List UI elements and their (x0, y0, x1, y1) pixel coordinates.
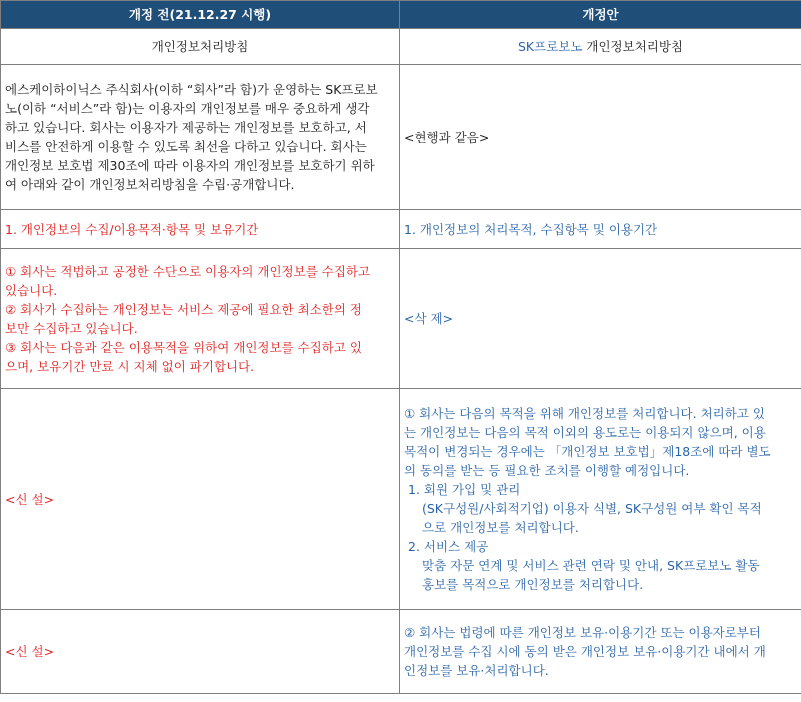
new1-line: 는 개인정보는 다음의 목적 이외의 용도로는 이용되지 않으며, 이용 (404, 425, 766, 440)
item-body: 홍보를 목적으로 개인정보를 처리합니다. (422, 577, 644, 592)
section1-after: 1. 개인정보의 처리목적, 수집항목 및 이용기간 (400, 210, 801, 249)
item-body: (SK구성원/사회적기업) 이용자 식별, SK구성원 여부 확인 목적 (422, 501, 762, 516)
new1-line: ① 회사는 다음의 목적을 위해 개인정보를 처리합니다. 처리하고 있 (404, 406, 765, 421)
new2-line: ② 회사는 법령에 따른 개인정보 보유·이용기간 또는 이용자로부터 (404, 625, 761, 640)
new2-before: <신 설> (1, 610, 400, 694)
item-body: 맞춤 자문 연계 및 서비스 관련 연락 및 안내, SK프로보노 활동 (422, 558, 760, 573)
new1-before: <신 설> (1, 389, 400, 610)
intro-line: 에스케이하이닉스 주식회사(이하 “회사”라 함)가 운영하는 SK프로보 (5, 82, 378, 97)
new2-after (400, 610, 801, 694)
intro-before (1, 65, 400, 210)
intro-line: 노(이하 “서비스”라 함)는 이용자의 개인정보를 매우 중요하게 생각 (5, 101, 370, 116)
list-after: <삭 제> (400, 249, 801, 389)
list-row (1, 249, 801, 389)
title-row (1, 29, 801, 65)
new1-line: 의 동의를 받는 등 필요한 조치를 이행할 예정입니다. (404, 463, 690, 478)
header-after: 개정안 (400, 1, 801, 29)
list-line: ③ 회사는 다음과 같은 이용목적을 위하여 개인정보를 수집하고 있 (5, 339, 362, 355)
new1-line: 목적이 변경되는 경우에는 「개인정보 보호법」제18조에 따라 별도 (404, 444, 771, 459)
section1-row (1, 210, 801, 249)
intro-line: 여 아래와 같이 개인정보처리방침을 수립·공개합니다. (5, 177, 295, 192)
section1-before: 1. 개인정보의 수집/이용목적·항목 및 보유기간 (1, 210, 400, 249)
list-line: ① 회사는 적법하고 공정한 수단으로 이용자의 개인정보를 수집하고 (5, 263, 371, 279)
item-head: 1. 회원 가입 및 관리 (408, 482, 521, 497)
new1-row (1, 389, 801, 610)
title-after-rest: 개인정보처리방침 (582, 39, 683, 54)
title-before: 개인정보처리방침 (1, 29, 400, 65)
header-before: 개정 전(21.12.27 시행) (1, 1, 400, 29)
new2-line: 개인정보를 수집 시에 동의 받은 개인정보 보유·이용기간 내에서 개 (404, 644, 766, 659)
new1-after (400, 389, 801, 610)
new2-line: 인정보를 보유·처리합니다. (404, 663, 549, 678)
list-before (1, 249, 400, 389)
item-head: 2. 서비스 제공 (408, 539, 489, 554)
list-line: 으며, 보유기간 만료 시 지체 없이 파기합니다. (5, 358, 255, 374)
new2-row (1, 610, 801, 694)
intro-row (1, 65, 801, 210)
intro-line: 비스를 안전하게 이용할 수 있도록 최선을 다하고 있습니다. 회사는 (5, 139, 367, 154)
intro-line: 개인정보 보호법 제30조에 따라 이용자의 개인정보를 보호하기 위하 (5, 158, 375, 173)
intro-after: <현행과 같음> (400, 65, 801, 210)
list-line: ② 회사가 수집하는 개인정보는 서비스 제공에 필요한 최소한의 정 (5, 301, 362, 317)
list-line: 보만 수집하고 있습니다. (5, 320, 138, 336)
intro-line: 하고 있습니다. 회사는 이용자가 제공하는 개인정보를 보호하고, 서 (5, 120, 367, 135)
title-after (400, 29, 801, 65)
item-body: 으로 개인정보를 처리합니다. (422, 520, 579, 535)
list-line: 있습니다. (5, 282, 58, 298)
header-row (1, 1, 801, 29)
title-after-brand: SK프로보노 (517, 39, 583, 54)
